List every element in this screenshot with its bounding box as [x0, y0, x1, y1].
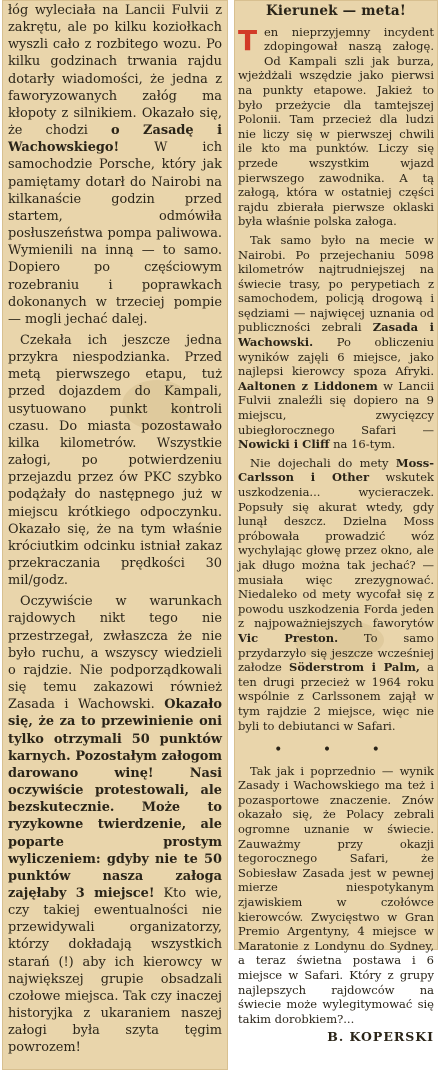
section-heading: Kierunek — meta!: [265, 3, 407, 19]
article-paragraph: [8, 2, 222, 328]
text-run: en nieprzyjemny incydent zdopingował naszą załogę. Od Kampali szli jak burza, wjeżdżali wszędzie jako pierwsi na punkty etapowe. Jakież to było przeżycie dla tamtejszej Polonii. Tam przecież dla ludzi nie liczy się w pierwszej chwili ile kto ma punktów. Liczy się przede wszystkim wjazd pierwszego zawodnika. A tą załogą, która w ostatniej części rajdu zbierała pierwsze oklaski była właśnie polska załoga.: [238, 24, 434, 229]
author-signature: B. KOPERSKI: [327, 1029, 434, 1045]
bold-text-run: Zasada i Wachowski.: [238, 320, 434, 350]
bold-text-run: Nowicki i Cliff: [238, 437, 330, 452]
right-article-body: [238, 25, 434, 1027]
text-run: łóg wyleciała na Lancii Fulvii z zakrętu, ale po kilku koziołkach wyszli cało z rozbitego wozu. Po kilku godzinach trwania rajdu dotarły wiadomości, że jedna z faworyzowanych załóg ma kłopoty z silnikiem. Okazało się, że chodzi: [8, 3, 222, 139]
bold-text-run: o Zasadę i Wachowskiego!: [8, 123, 222, 156]
text-run: w Lancii Fulvii znaleźli się dopiero na 9 miejscu, zwycięzcy ubiegłorocznego Safari —: [238, 378, 434, 437]
text-run: Tak samo było na mecie w Nairobi. Po przejechaniu 5098 kilometrów najtrudniejszej na świecie trasy, po perypetiach z samochodem, policją drogową i sędziami — najwięcej uznania od publiczności zebrali: [238, 232, 434, 335]
drop-cap-letter: T: [238, 23, 258, 57]
text-run: W ich samochodzie Porsche, który jak pamiętamy dotarł do Nairobi na kilkanaście godzin przed startem, odmówiła posłuszeństwa pompa paliwowa. Wymienili na inną — to samo. Dopiero po częściowym rozebraniu i poprawkach dokonanych w trzeciej pompie — mogli jechać dalej.: [8, 140, 222, 327]
right-column-clipping: [234, 0, 438, 1045]
text-run: Oczywiście w warunkach rajdowych nikt tego nie przestrzegał, zwłaszcza że nie było ruchu, a wszyscy wiedzieli o rajdzie. Nie podporządkowali się temu zakazowi również Zasada i Wachowski.: [8, 594, 222, 713]
article-paragraph: [8, 593, 222, 1056]
text-run: Tak jak i poprzednio — wynik Zasady i Wachowskiego ma też i pozasportowe znaczenie. Znów okazało się, że Polacy zebrali ogromne uznanie w świecie. Zauważmy przy okazji tegorocznego Safari, że Sobiesław Zasada jest w pewnej mierze niespotykanym zjawiskiem w czołówce kierowców. Zwycięstwo w Gran Premio Argentyny, 4 miejsce w Maratonie z Londynu do Sydney, a teraz świetna postawa i 6 miejsce w Safari. Który z grupy najlepszych rajdowców na świecie może wylegitymować się takim dorobkiem?...: [238, 763, 434, 1026]
text-run: wskutek uszkodzenia... wycieraczek. Popsuły się akurat wtedy, gdy lunął deszcz. Dzielna Moss próbowała prowadzić wóz wychylając głowę przez okno, ale jak długo można tak jechać? — musiała więc zrezygnować. Niedaleko od mety wycofał się z powodu uszkodzenia Forda jeden z najpoważniejszych faworytów: [238, 470, 434, 631]
article-paragraph: [238, 25, 434, 229]
bold-text-run: Aaltonen z Liddonem: [238, 378, 378, 393]
bold-text-run: Moss-Carlsson i Other: [238, 455, 434, 485]
text-run: a ten drugi przecież w 1964 roku wspólnie z Carlssonem zajął w tym rajdzie 2 miejsce, więc nie byli to debiutanci w Safari.: [238, 660, 434, 733]
article-paragraph: [238, 764, 434, 1027]
bold-text-run: Okazało się, że za to przewinienie oni tylko otrzymali 50 punktów karnych. Pozostałym załogom darowano winę! Nasi oczywiście protestowali, ale bezskutecznie. Może to ryzykowne twierdzenie, ale poparte prostym wyliczeniem: gdyby nie te 50 punktów nasza załoga zajęłaby 3 miejsce!: [8, 697, 222, 901]
bold-text-run: Vic Preston.: [238, 630, 339, 645]
right-article-column: [238, 2, 434, 1045]
left-article-column: [8, 2, 222, 1057]
text-run: Kto wie, czy takiej ewentualności nie przewidywali organizatorzy, którzy dokładają wszystkich starań (!) aby ich kierowcy w największej grupie obsadzali czołowe miejsca. Tak czy inaczej historyjka z ukaraniem naszej załogi była szyta tęgim powrozem!: [8, 885, 223, 1056]
section-separator-dots: • • •: [274, 742, 398, 759]
text-run: Nie dojechali do mety: [250, 455, 396, 470]
left-column-clipping: [2, 0, 228, 1070]
text-run: To samo przydarzyło się jeszcze wcześniej załodze: [238, 630, 434, 675]
text-run: Czekała ich jeszcze jedna przykra niespodzianka. Przed metą pierwszego etapu, tuż przed dojazdem do Kampali, usytuowano punkt kontroli czasu. Do miasta pozostawało kilka kilometrów. Wszystkie załogi, po potwierdzeniu przejazdu przez ów PKC szybko podążały do następnego już w miejscu krótkiego odpoczynku. Okazało się, że na tym właśnie króciutkim odcinku istniał zakaz przekraczania prędkości 30 mil/godz.: [8, 332, 222, 589]
article-paragraph: [8, 332, 222, 589]
article-paragraph: [238, 233, 434, 452]
article-paragraph: [238, 456, 434, 733]
text-run: Po obliczeniu wyników zajęli 6 miejsce, jako najlepsi kierowcy spoza Afryki.: [238, 335, 434, 379]
bold-text-run: Söderstrom i Palm,: [289, 660, 420, 675]
text-run: na 16-tym.: [329, 437, 396, 452]
